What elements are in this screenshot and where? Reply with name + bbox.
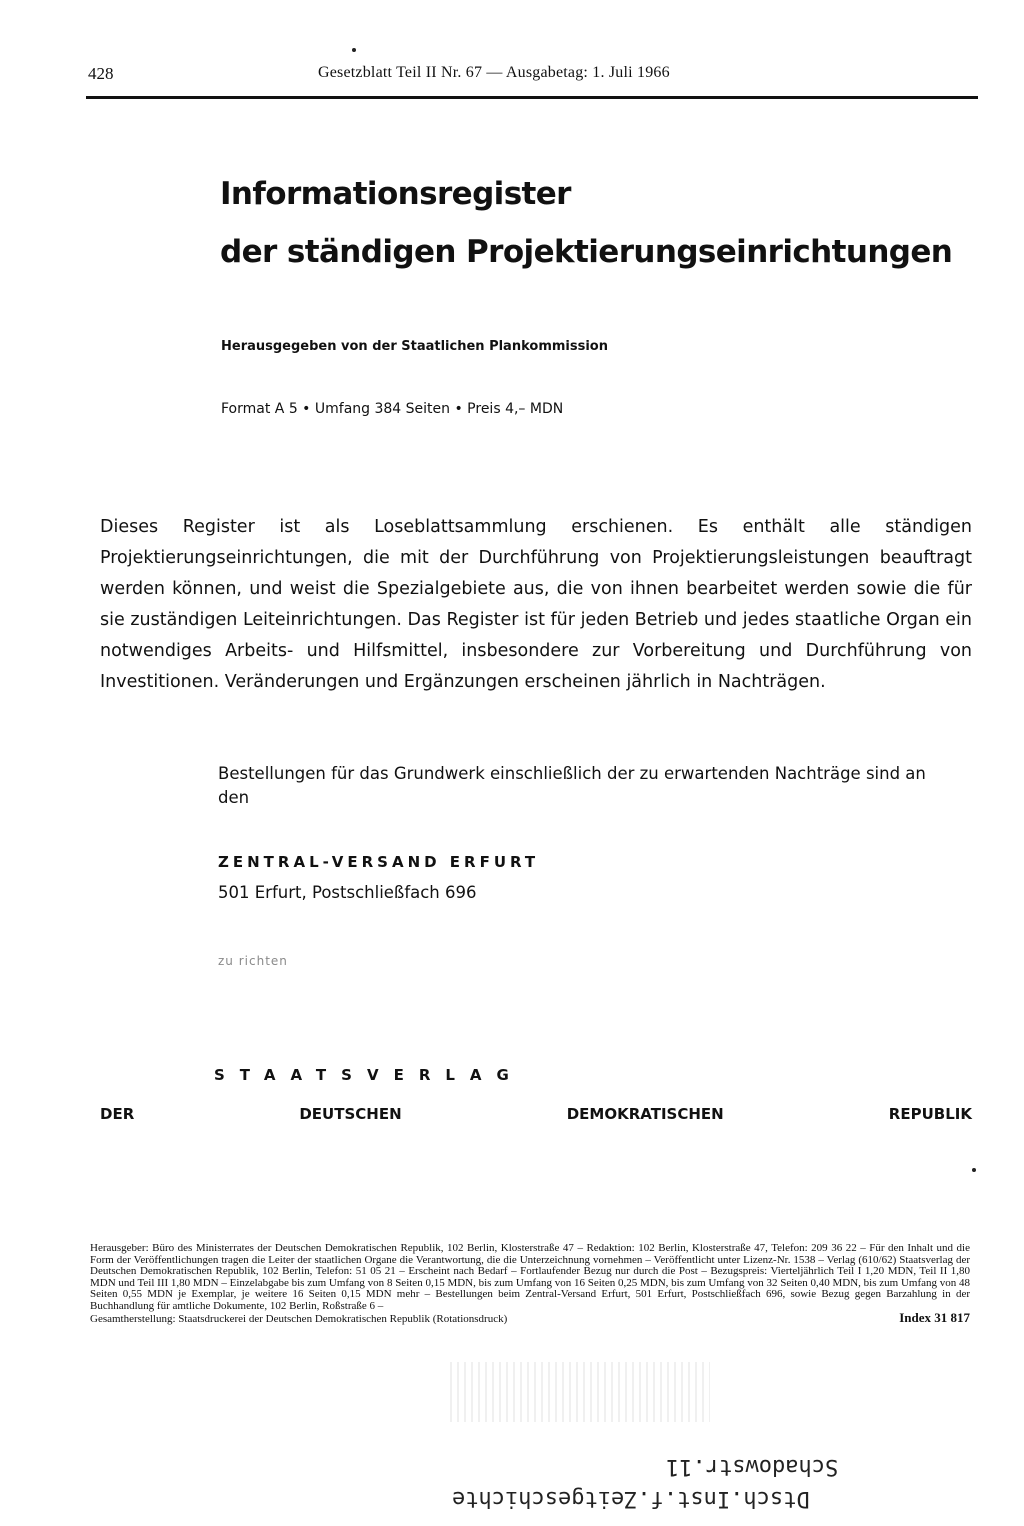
advert-body: Dieses Register ist als Loseblattsammlung erschienen. Es enthält alle ständigen Projektierungseinrichtungen, die mit der Durchführung von Projektierungsleistungen beauftragt werden können, und weist die Spezialgebiete aus, die von ihnen bearbeitet werden sowie die für sie zuständigen Leiteinrichtungen. Das Register ist für jeden Betrieb und jedes staatliche Organ ein notwendiges Arbeits- und Hilfsmittel, insbesondere zur Vorbereitung und Durchführung von Investitionen. Veränderungen und Ergänzungen erscheinen jährlich in Nachträgen. <box>100 517 972 692</box>
scan-speck <box>352 48 356 52</box>
advert-title-line1: Informationsregister <box>220 176 571 212</box>
advert-title-line2: der ständigen Projektierungseinrichtungen <box>220 234 953 270</box>
publisher-line1: STAATSVERLAG <box>214 1066 524 1084</box>
scan-speck <box>972 1168 976 1172</box>
page-number: 428 <box>88 64 114 83</box>
publisher-word-der: DER <box>100 1105 135 1123</box>
library-stamp-line1: Schadowstr.11 <box>666 1454 839 1479</box>
imprint <box>90 1243 970 1326</box>
vendor-name: ZENTRAL-VERSAND ERFURT <box>218 853 540 871</box>
index-label: Index 31 817 <box>899 1310 970 1325</box>
vendor-address: 501 Erfurt, Postschließfach 696 <box>218 883 477 902</box>
faint-note: zu richten <box>218 954 288 968</box>
imprint-last-row <box>90 1312 970 1326</box>
imprint-last-line: Gesamtherstellung: Staatsdruckerei der Deutschen Demokratischen Republik (Rotationsdruck) <box>90 1313 508 1325</box>
scan-noise <box>450 1362 710 1422</box>
publisher-word-deutschen: DEUTSCHEN <box>299 1105 402 1123</box>
publisher-word-republik: REPUBLIK <box>888 1105 972 1123</box>
advert-publisher: Herausgegeben von der Staatlichen Plankommission <box>221 339 608 354</box>
header-rule <box>86 96 978 99</box>
running-head: Gesetzblatt Teil II Nr. 67 — Ausgabetag: 1. Juli 1966 <box>318 64 670 81</box>
imprint-text: Herausgeber: Büro des Ministerrates der Deutschen Demokratischen Republik, 102 Berlin, Klosterstraße 47 – Redaktion: 102 Berlin, Klosterstraße 47, Telefon: 209 36 22 – Für den Inhalt und die Form der Veröffentlichungen tragen die Leiter der staatlichen Organe die Verantwortung, die die Unterzeichnung vornehmen – Veröffentlicht unter Lizenz-Nr. 1538 – Verlag (610/62) Staatsverlag der Deutschen Demokratischen Republik, 102 Berlin, Telefon: 51 05 21 – Erscheint nach Bedarf – Fortlaufender Bezug nur durch die Post – Bezugspreis: Vierteljährlich Teil I 1,20 MDN, Teil II 1,80 MDN und Teil III 1,80 MDN – Einzelabgabe bis zum Umfang von 8 Seiten 0,15 MDN, bis zum Umfang von 16 Seiten 0,25 MDN, bis zum Umfang von 32 Seiten 0,40 MDN, bis zum Umfang von 48 Seiten 0,55 MDN je Exemplar, je weitere 16 Seiten 0,15 MDN mehr – Bestellungen beim Zentral-Versand Erfurt, 501 Erfurt, Postschließfach 696, sowie Bezug gegen Barzahlung in der Buchhandlung für amtliche Dokumente, 102 Berlin, Roßstraße 6 – <box>90 1242 970 1312</box>
library-stamp-line2: Dtsch.Inst.f.Zeitgeschichte <box>452 1486 810 1511</box>
order-text: Bestellungen für das Grundwerk einschließlich der zu erwartenden Nachträge sind an den <box>218 764 926 807</box>
advert-format: Format A 5 • Umfang 384 Seiten • Preis 4,– MDN <box>221 401 564 417</box>
publisher-word-demokratischen: DEMOKRATISCHEN <box>566 1105 724 1123</box>
publisher-line2 <box>100 1105 972 1123</box>
